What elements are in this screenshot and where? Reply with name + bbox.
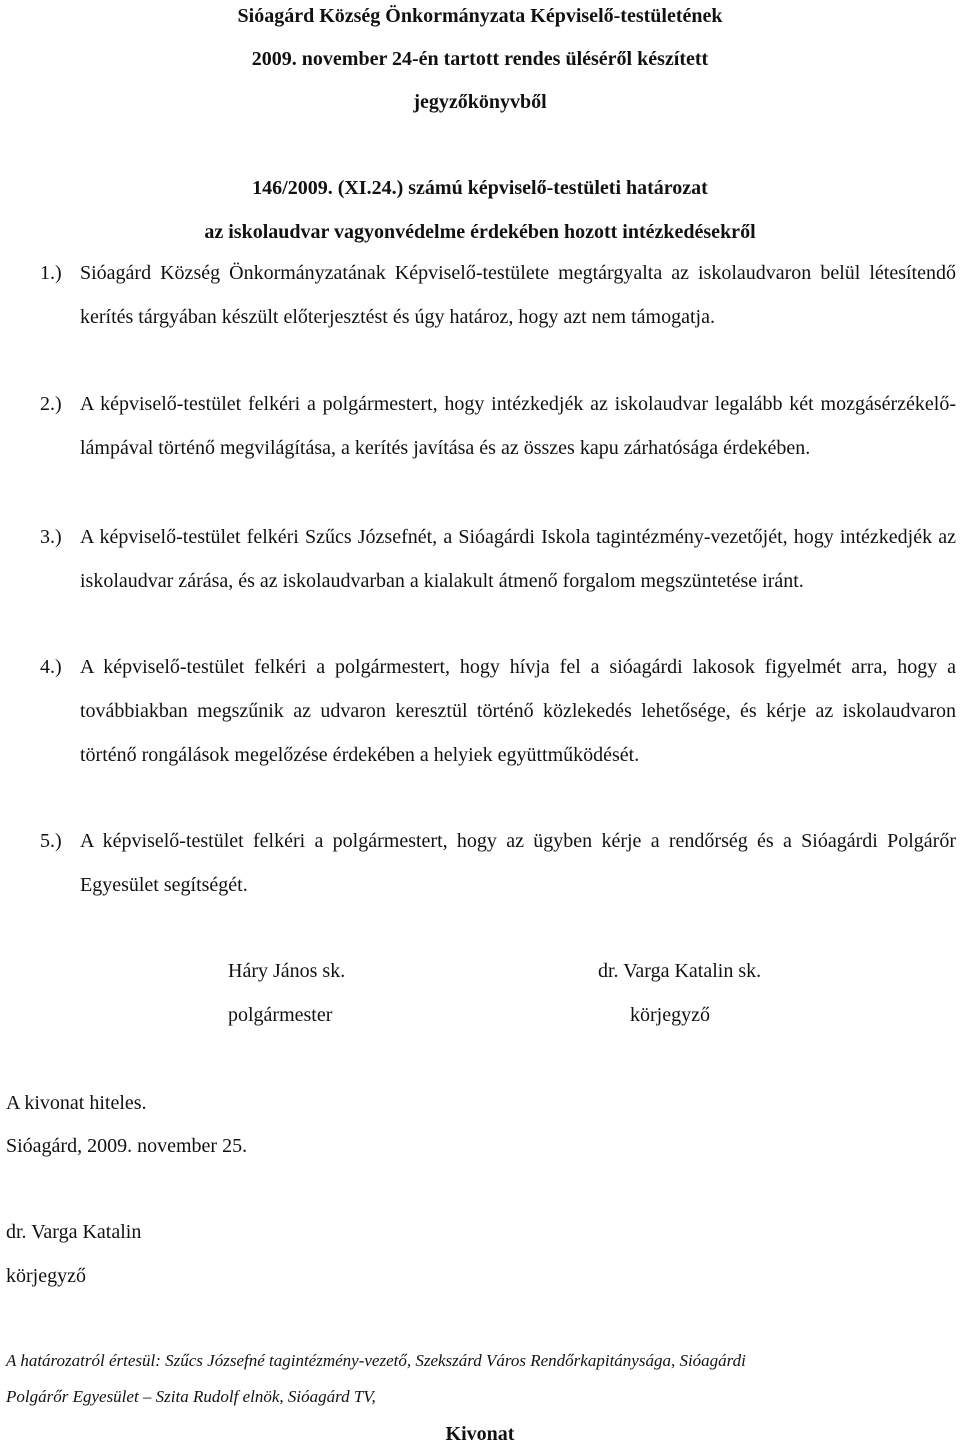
notary-title: körjegyző [630,1004,710,1026]
mayor-title: polgármester [228,1004,333,1026]
resolution-item-5 [40,819,956,907]
resolution-item-4 [40,645,956,777]
item-number: 5.) [40,830,62,852]
notification-line2: Polgárőr Egyesület – Szita Rudolf elnök, Sióagárd TV, [6,1387,376,1406]
resolution-item-2 [40,382,956,470]
notary-name: dr. Varga Katalin sk. [598,960,762,982]
mayor-name: Háry János sk. [228,960,346,982]
item-number: 4.) [40,656,62,678]
item-text: A képviselő-testület felkéri a polgármestert, hogy az ügyben kérje a rendőrség és a Sióagárdi Polgárőr Egyesület segítségét. [80,830,956,896]
item-number: 3.) [40,526,62,548]
certifier-title: körjegyző [6,1265,86,1287]
item-text: Sióagárd Község Önkormányzatának Képviselő-testülete megtárgyalta az iskolaudvaron belül létesítendő kerítés tárgyában készült előterjesztést és úgy határoz, hogy azt nem támogatja. [80,262,956,328]
certifier-name: dr. Varga Katalin [6,1221,142,1243]
certification-place-date: Sióagárd, 2009. november 25. [6,1135,248,1157]
header-title-line1: Sióagárd Község Önkormányzata Képviselő-testületének [237,5,723,27]
footer-title: Kivonat [445,1423,515,1445]
item-text: A képviselő-testület felkéri a polgármestert, hogy hívja fel a sióagárdi lakosok figyelmét arra, hogy a továbbiakban megszűnik az udvaron keresztül történő közlekedés lehetősége, és kérje az iskolaudvaron történő rongálások megelőzése érdekében a helyiek együttműködését. [80,656,956,766]
notification-line1: A határozatról értesül: Szűcs Józsefné tagintézmény-vezető, Szekszárd Város Rendőrkapitánysága, Sióagárdi [6,1351,746,1370]
item-number: 1.) [40,262,62,284]
resolution-subject: az iskolaudvar vagyonvédelme érdekében hozott intézkedésekről [204,221,756,243]
header-title-line2: 2009. november 24-én tartott rendes üléséről készített [251,48,709,70]
resolution-number: 146/2009. (XI.24.) számú képviselő-testületi határozat [252,177,708,199]
certification-statement: A kivonat hiteles. [6,1092,147,1114]
item-number: 2.) [40,393,62,415]
resolution-item-1 [40,251,956,339]
item-text: A képviselő-testület felkéri Szűcs Józsefnét, a Sióagárdi Iskola tagintézmény-vezetőjét, hogy intézkedjék az iskolaudvar zárása, és az iskolaudvarban a kialakult átmenő forgalom megszüntetése iránt. [80,526,956,592]
item-text: A képviselő-testület felkéri a polgármestert, hogy intézkedjék az iskolaudvar legalább két mozgásérzékelő-lámpával történő megvilágítása, a kerítés javítása és az összes kapu zárhatósága érdekében. [80,393,956,459]
header-title-line3: jegyzőkönyvből [413,91,547,113]
resolution-item-3 [40,515,956,603]
